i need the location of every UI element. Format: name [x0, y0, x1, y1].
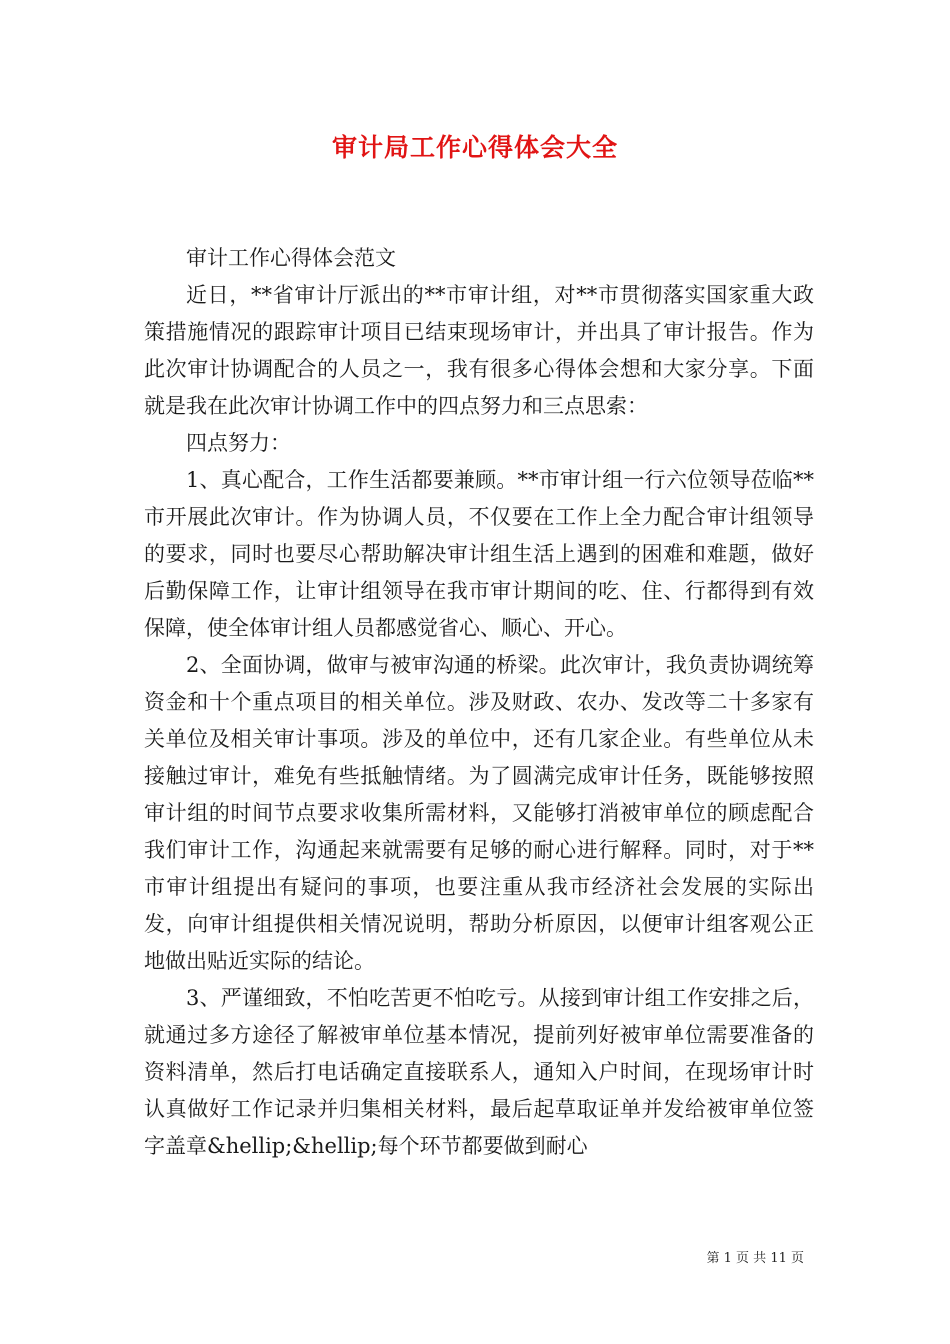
- document-title: 审计局工作心得体会大全: [331, 133, 618, 162]
- document-body: [144, 240, 814, 1165]
- paragraph-point-1: 1、真心配合，工作生活都要兼顾。**市审计组一行六位领导莅临**市开展此次审计。作为协调人员，不仅要在工作上全力配合审计组领导的要求，同时也要尽心帮助解决审计组生活上遇到的困难和难题，做好后勤保障工作，让审计组领导在我市审计期间的吃、住、行都得到有效保障，使全体审计组人员都感觉省心、顺心、开心。: [144, 468, 814, 640]
- page-number: 第 1 页 共 11 页: [706, 1251, 804, 1266]
- paragraph-intro: 近日，**省审计厅派出的**市审计组，对**市贯彻落实国家重大政策措施情况的跟踪审计项目已结束现场审计，并出具了审计报告。作为此次审计协调配合的人员之一，我有很多心得体会想和大家分享。下面就是我在此次审计协调工作中的四点努力和三点思索：: [144, 283, 814, 418]
- paragraph-point-3: 3、严谨细致，不怕吃苦更不怕吃亏。从接到审计组工作安排之后，就通过多方途径了解被审单位基本情况，提前列好被审单位需要准备的资料清单，然后打电话确定直接联系人，通知入户时间，在现场审计时认真做好工作记录并归集相关材料，最后起草取证单并发给被审单位签字盖章&hellip;&hellip;每个环节都要做到耐心: [144, 986, 814, 1158]
- paragraph-subtitle: 审计工作心得体会范文: [186, 246, 396, 270]
- paragraph-heading-efforts: 四点努力：: [186, 431, 291, 455]
- paragraph-point-2: 2、全面协调，做审与被审沟通的桥梁。此次审计，我负责协调统筹资金和十个重点项目的相关单位。涉及财政、农办、发改等二十多家有关单位及相关审计事项。涉及的单位中，还有几家企业。有些单位从未接触过审计，难免有些抵触情绪。为了圆满完成审计任务，既能够按照审计组的时间节点要求收集所需材料，又能够打消被审单位的顾虑配合我们审计工作，沟通起来就需要有足够的耐心进行解释。同时，对于**市审计组提出有疑问的事项，也要注重从我市经济社会发展的实际出发，向审计组提供相关情况说明，帮助分析原因，以便审计组客观公正地做出贴近实际的结论。: [144, 653, 814, 973]
